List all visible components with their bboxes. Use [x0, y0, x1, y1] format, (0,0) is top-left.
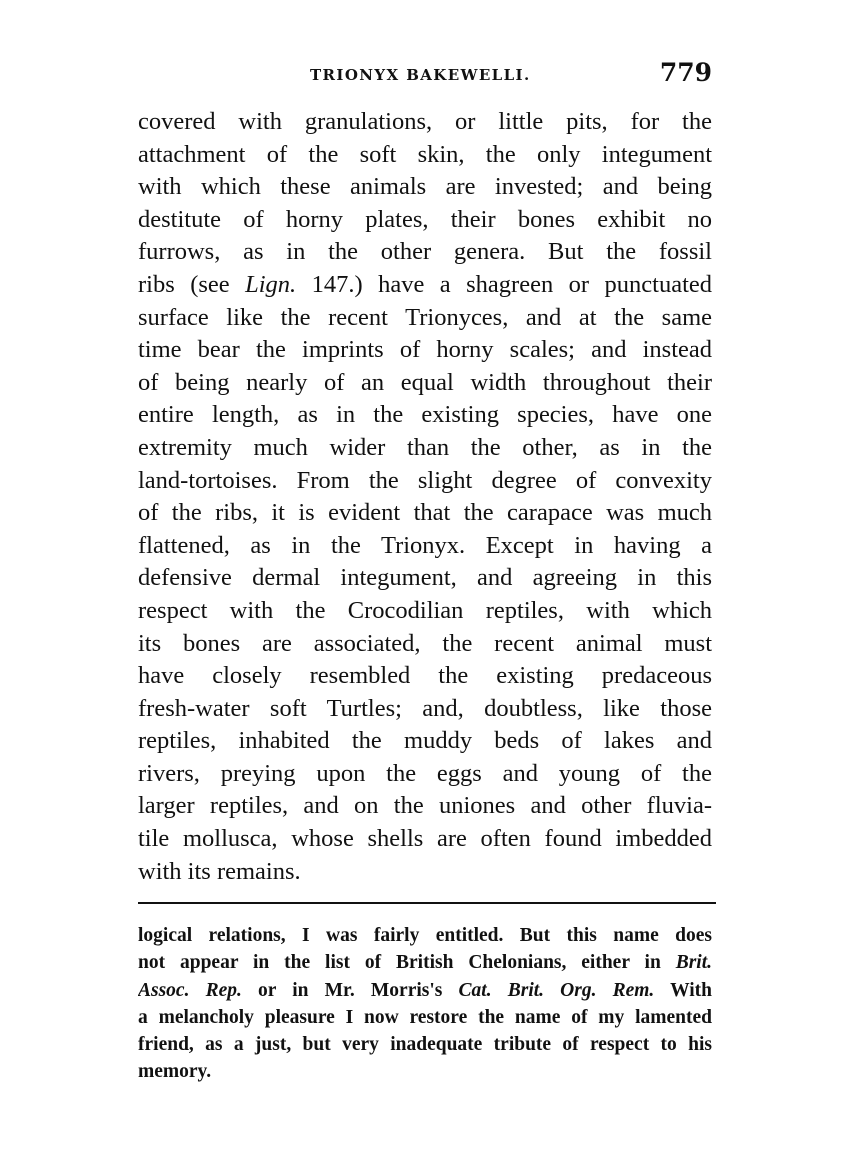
- footnote-line: memory.: [138, 1061, 212, 1083]
- footnote-line: friend, as a just, but very inadequate tribute of respect to his: [138, 1034, 712, 1056]
- footnote-citation: Cat. Brit. Org. Rem.: [458, 979, 655, 1001]
- footnote-text-run: not appear in the list of British Chelonians, either in: [138, 952, 676, 974]
- footnote-text-run: or in Mr. Morris's: [241, 979, 459, 1001]
- running-title: TRIONYX BAKEWELLI.: [310, 66, 531, 84]
- body-line: flattened, as in the Trionyx. Except in having a: [138, 531, 712, 559]
- body-line: surface like the recent Trionyces, and at the same: [138, 303, 712, 331]
- body-line: with which these animals are invested; and being: [138, 173, 712, 201]
- footnote-line: a melancholy pleasure I now restore the name of my lamented: [138, 1006, 712, 1028]
- body-line: covered with granulations, or little pits, for the: [138, 108, 712, 135]
- running-head: [138, 56, 712, 92]
- body-paragraph: [138, 106, 712, 888]
- body-line: extremity much wider than the other, as in the: [138, 433, 712, 461]
- footnote-divider: [138, 902, 716, 904]
- footnote: [138, 922, 712, 1086]
- body-line: respect with the Crocodilian reptiles, with which: [138, 596, 712, 624]
- footnote-citation: Assoc. Rep.: [138, 979, 242, 1001]
- footnote-line: [138, 949, 712, 976]
- footnote-line: logical relations, I was fairly entitled. But this name does: [138, 925, 712, 946]
- body-line: defensive dermal integument, and agreeing in this: [138, 564, 712, 592]
- body-line: reptiles, inhabited the muddy beds of lakes and: [138, 727, 712, 755]
- body-line: with its remains.: [138, 857, 301, 885]
- body-line: destitute of horny plates, their bones exhibit no: [138, 205, 712, 233]
- body-text-run: ribs (see: [138, 270, 246, 298]
- body-line: its bones are associated, the recent animal must: [138, 629, 712, 657]
- body-line: land-tortoises. From the slight degree of convexity: [138, 466, 712, 494]
- footnote-text-run: With: [654, 979, 712, 1001]
- body-line: have closely resembled the existing predaceous: [138, 662, 712, 690]
- body-text-run: 147.) have a shagreen or punctuated: [296, 270, 712, 298]
- body-line: time bear the imprints of horny scales; and instead: [138, 336, 712, 364]
- footnote-citation: Brit.: [675, 952, 712, 974]
- page-number: 779: [659, 58, 712, 87]
- body-line: tile mollusca, whose shells are often found imbedded: [138, 825, 712, 853]
- lignum-reference: Lign.: [245, 270, 297, 298]
- body-line: entire length, as in the existing species, have one: [138, 401, 712, 429]
- body-line: of the ribs, it is evident that the carapace was much: [138, 499, 712, 527]
- body-line: rivers, preying upon the eggs and young of the: [138, 759, 712, 787]
- body-line: larger reptiles, and on the uniones and other fluvia-: [138, 792, 712, 820]
- body-line: fresh-water soft Turtles; and, doubtless, like those: [138, 694, 712, 722]
- footnote-line: [138, 977, 712, 1004]
- body-line: attachment of the soft skin, the only integument: [138, 140, 712, 168]
- body-line: furrows, as in the other genera. But the fossil: [138, 238, 712, 266]
- body-line: of being nearly of an equal width throughout their: [138, 368, 712, 396]
- body-line: [138, 269, 712, 302]
